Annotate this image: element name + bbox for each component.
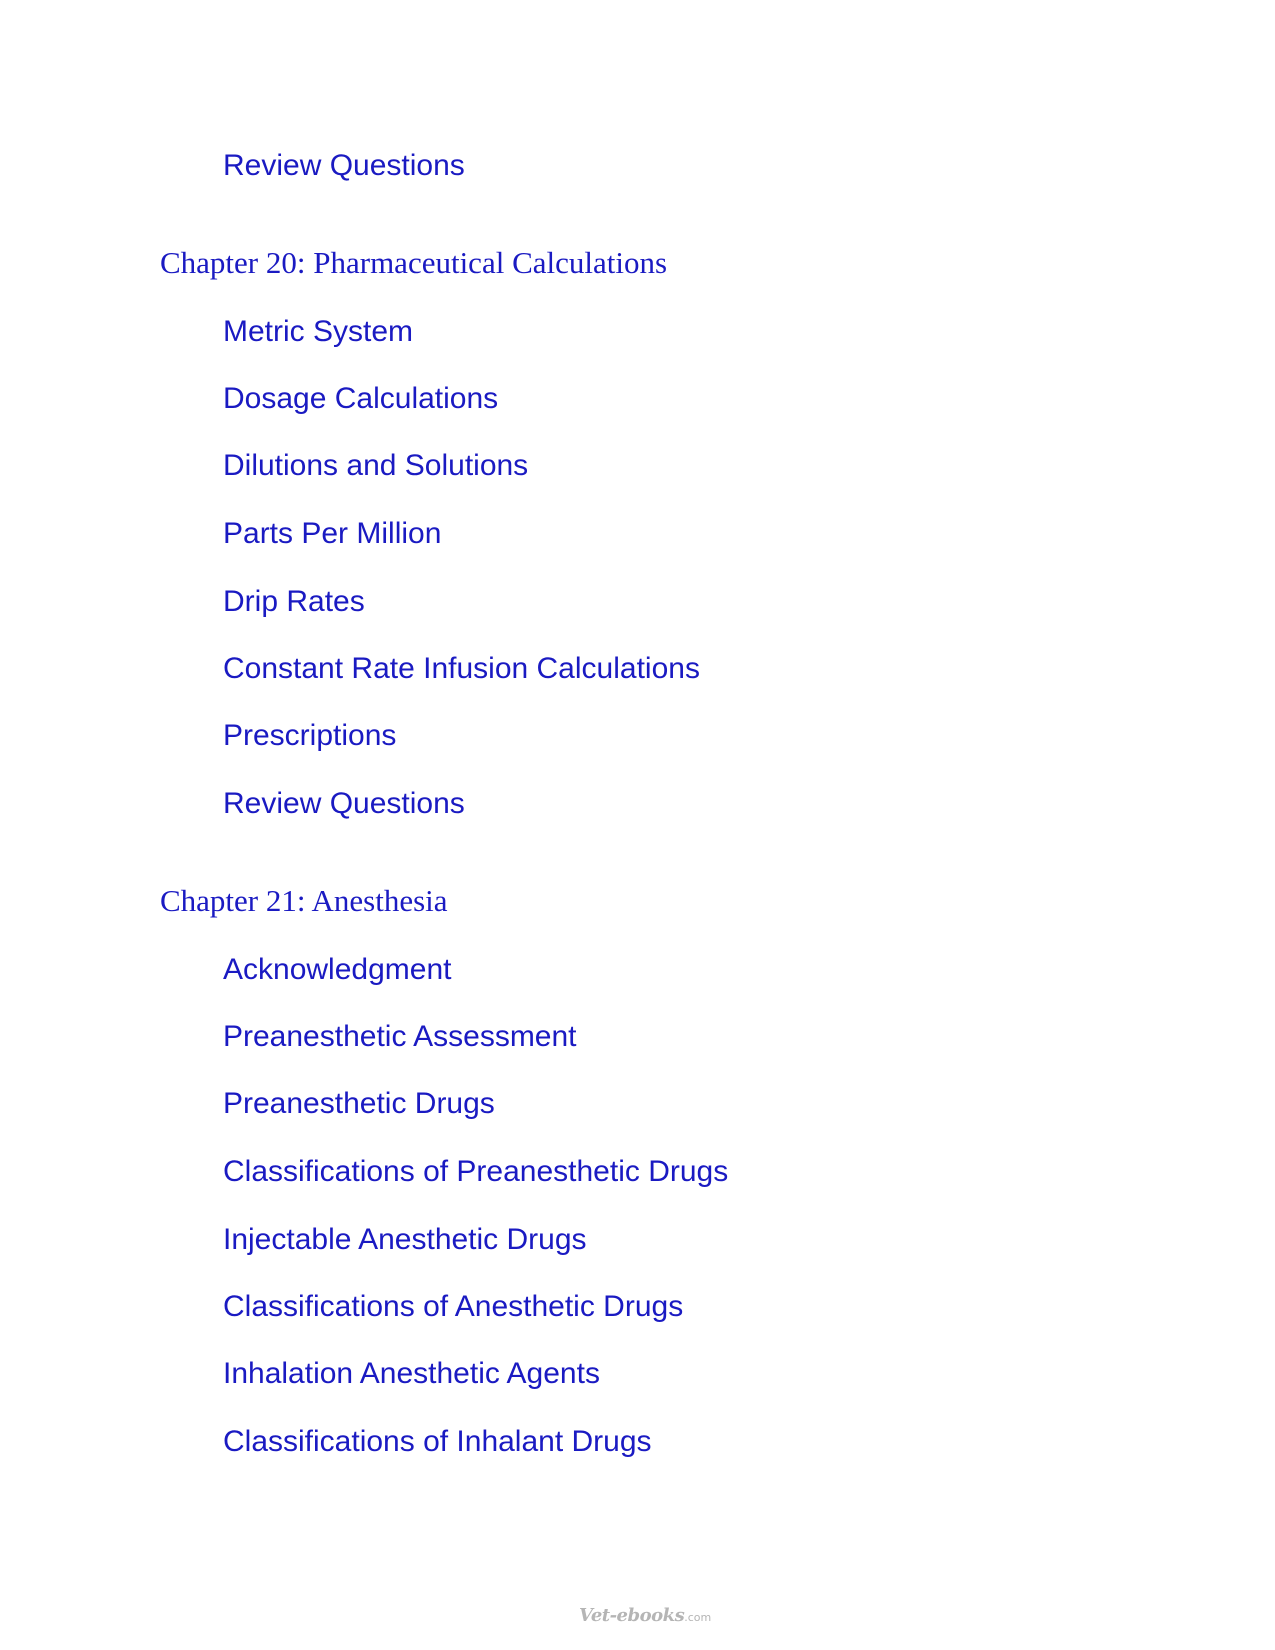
toc-link-dilutions-and-solutions[interactable]: Dilutions and Solutions xyxy=(223,449,529,482)
chapter-21-heading[interactable]: Chapter 21: Anesthesia xyxy=(160,883,448,918)
toc-link-classifications-of-anesthetic-drugs[interactable]: Classifications of Anesthetic Drugs xyxy=(223,1290,684,1323)
toc-link-constant-rate-infusion-calculations[interactable]: Constant Rate Infusion Calculations xyxy=(223,652,700,685)
toc-link-drip-rates[interactable]: Drip Rates xyxy=(223,585,365,618)
watermark-main-text: Vet-ebooks xyxy=(579,1605,685,1626)
watermark-suffix-text: .com xyxy=(684,1611,712,1624)
toc-link-review-questions-prev[interactable]: Review Questions xyxy=(223,149,465,182)
toc-link-preanesthetic-drugs[interactable]: Preanesthetic Drugs xyxy=(223,1087,495,1120)
toc-link-classifications-of-preanesthetic-drugs[interactable]: Classifications of Preanesthetic Drugs xyxy=(223,1155,729,1188)
toc-link-injectable-anesthetic-drugs[interactable]: Injectable Anesthetic Drugs xyxy=(223,1223,587,1256)
toc-link-preanesthetic-assessment[interactable]: Preanesthetic Assessment xyxy=(223,1020,577,1053)
watermark-logo xyxy=(579,1605,711,1626)
toc-link-review-questions[interactable]: Review Questions xyxy=(223,787,465,820)
toc-link-metric-system[interactable]: Metric System xyxy=(223,315,414,348)
toc-link-acknowledgment[interactable]: Acknowledgment xyxy=(223,953,452,986)
chapter-20-heading[interactable]: Chapter 20: Pharmaceutical Calculations xyxy=(160,245,668,280)
toc-link-dosage-calculations[interactable]: Dosage Calculations xyxy=(223,382,499,415)
toc-link-prescriptions[interactable]: Prescriptions xyxy=(223,719,397,752)
toc-link-classifications-of-inhalant-drugs[interactable]: Classifications of Inhalant Drugs xyxy=(223,1425,652,1458)
toc-link-inhalation-anesthetic-agents[interactable]: Inhalation Anesthetic Agents xyxy=(223,1357,600,1390)
toc-link-parts-per-million[interactable]: Parts Per Million xyxy=(223,517,442,550)
